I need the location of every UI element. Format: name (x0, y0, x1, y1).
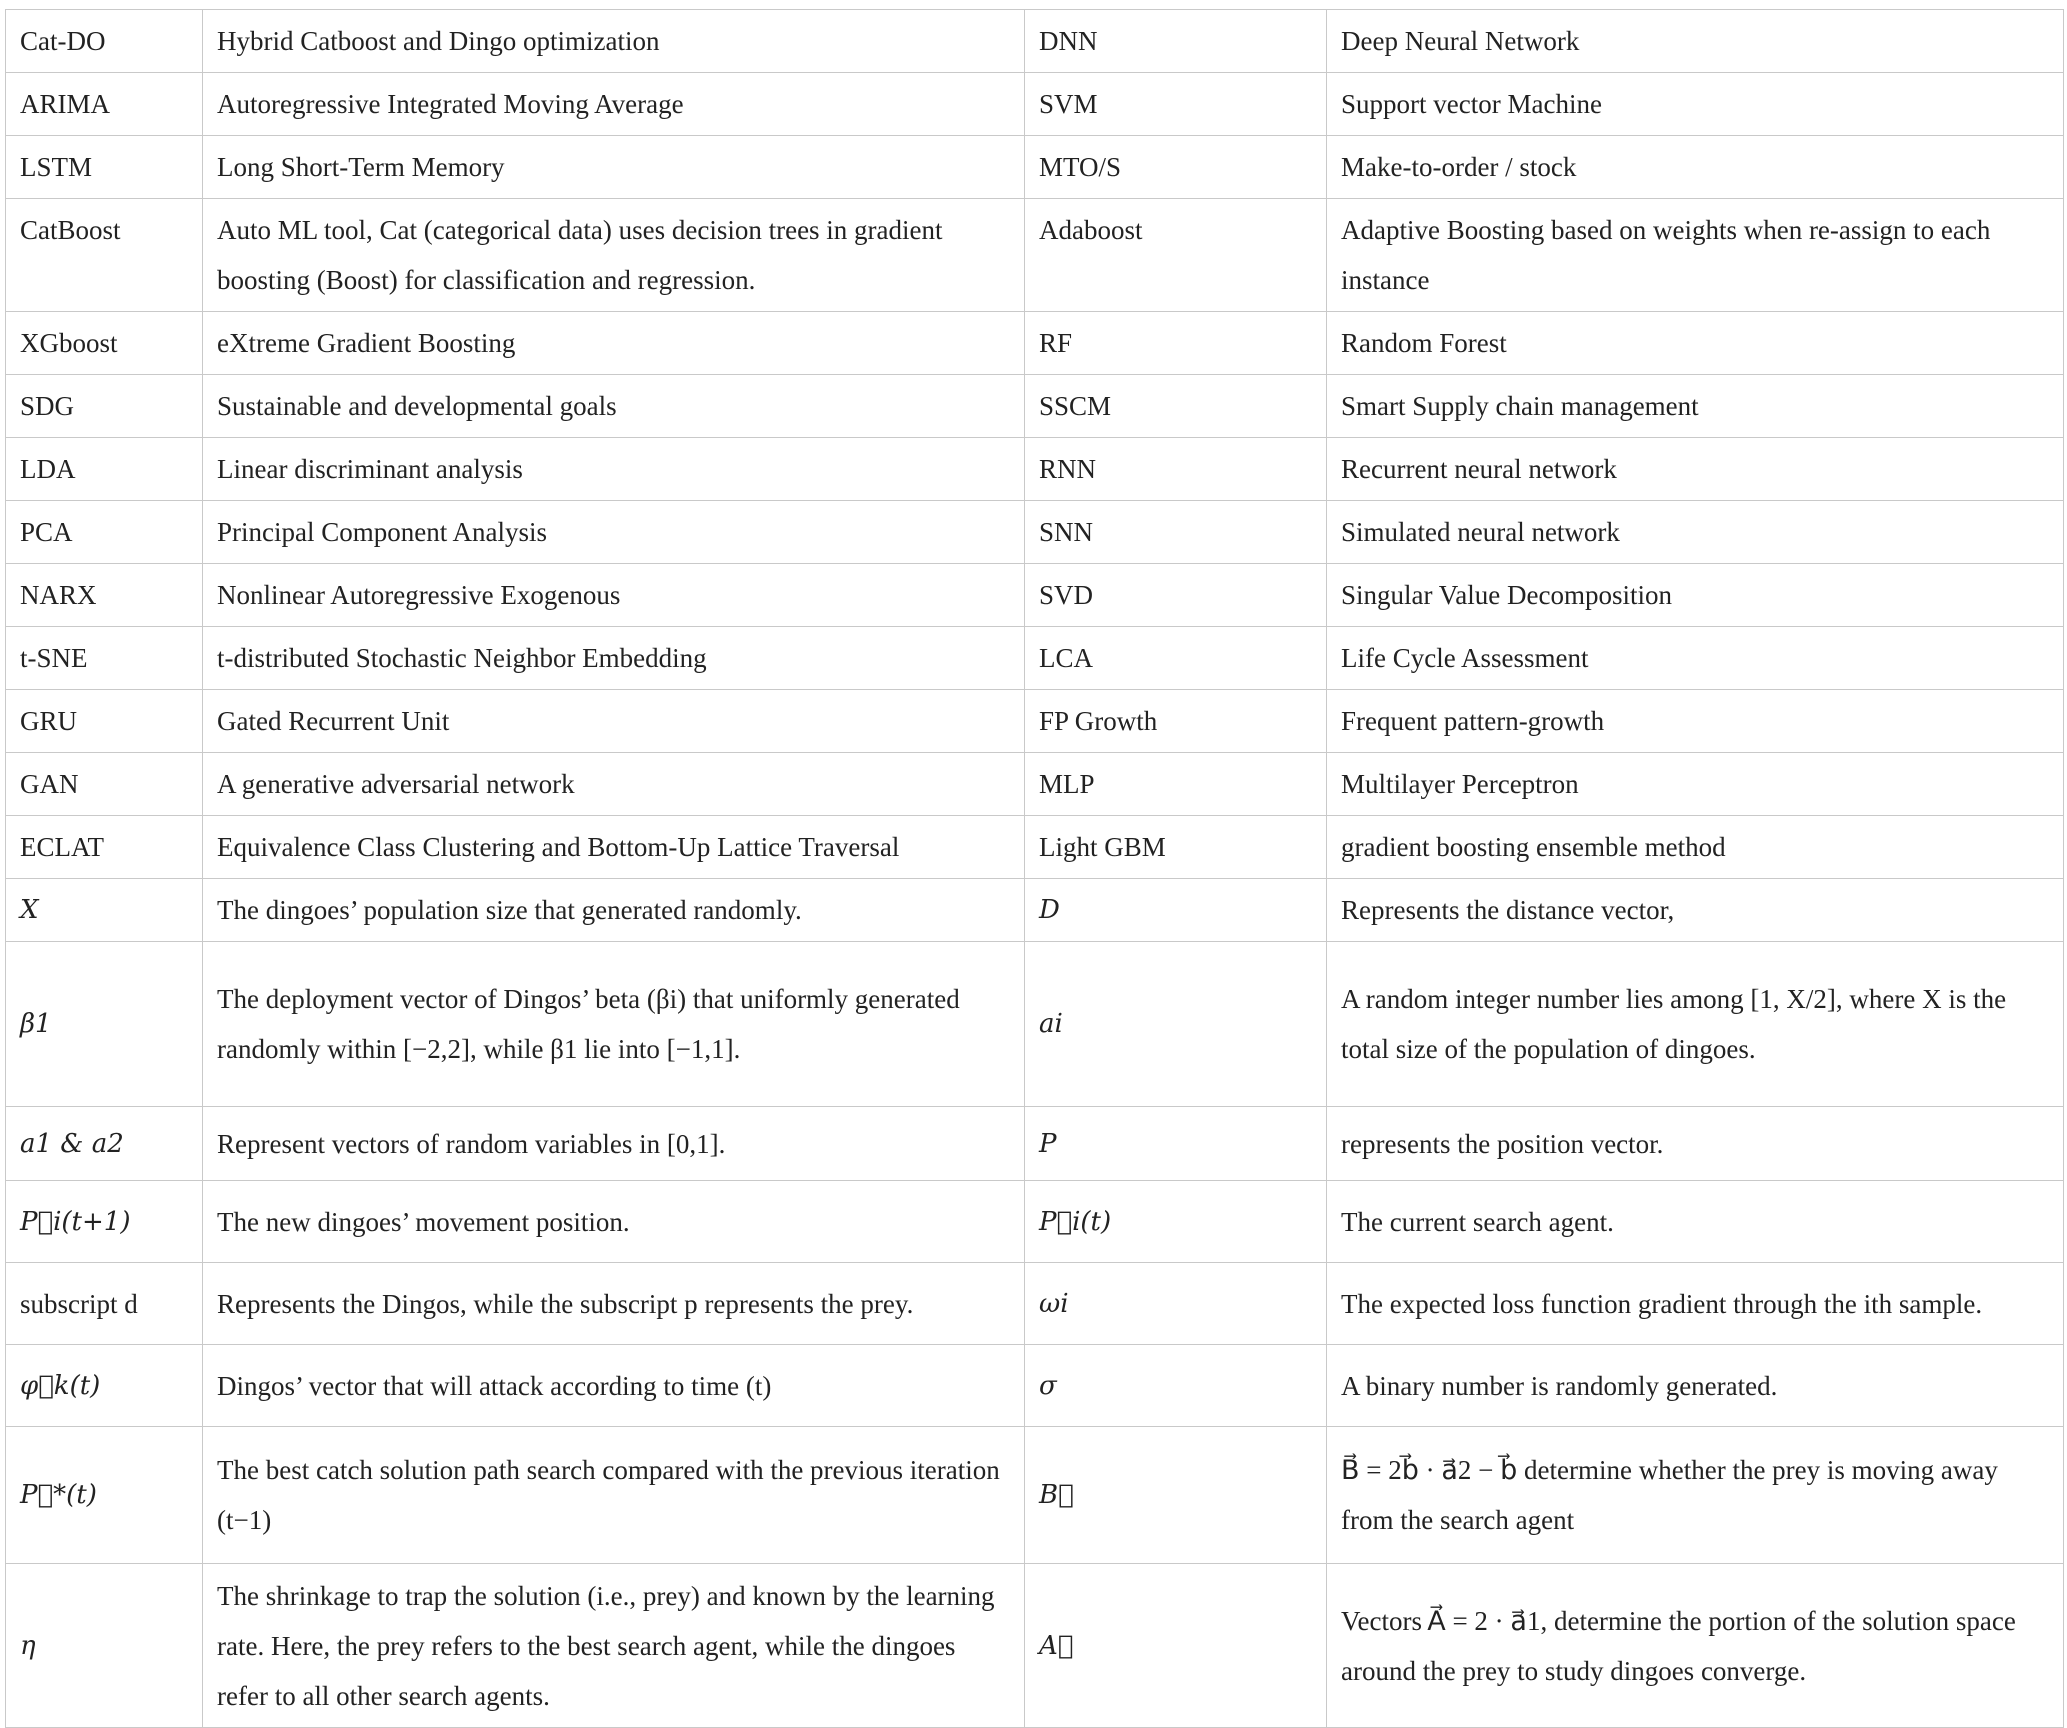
definition-cell: represents the position vector. (1327, 1107, 2064, 1181)
definition-cell: The expected loss function gradient through the ith sample. (1327, 1263, 2064, 1345)
abbr-cell: CatBoost (6, 199, 203, 312)
definition-cell: B⃗ = 2b⃗ · a⃗2 − b⃗ determine whether the prey is moving away from the search agent (1327, 1427, 2064, 1564)
definition-cell: The current search agent. (1327, 1181, 2064, 1263)
definition-cell: eXtreme Gradient Boosting (203, 312, 1025, 375)
abbr-cell: Cat-DO (6, 10, 203, 73)
table-row (6, 375, 2064, 438)
abbr-cell: SNN (1025, 501, 1327, 564)
abbr-cell: LSTM (6, 136, 203, 199)
definition-cell: t-distributed Stochastic Neighbor Embedding (203, 627, 1025, 690)
symbol-cell: X (6, 879, 203, 942)
table-row (6, 942, 2064, 1107)
table-row (6, 73, 2064, 136)
definition-cell: Life Cycle Assessment (1327, 627, 2064, 690)
table-row (6, 816, 2064, 879)
abbr-cell: PCA (6, 501, 203, 564)
abbr-cell: ARIMA (6, 73, 203, 136)
definition-cell: Long Short-Term Memory (203, 136, 1025, 199)
definition-cell: Sustainable and developmental goals (203, 375, 1025, 438)
definition-cell: Recurrent neural network (1327, 438, 2064, 501)
abbr-cell: LDA (6, 438, 203, 501)
table-row (6, 753, 2064, 816)
table-row (6, 1263, 2064, 1345)
definition-cell: Equivalence Class Clustering and Bottom-Up Lattice Traversal (203, 816, 1025, 879)
symbol-cell: subscript d (6, 1263, 203, 1345)
table-row (6, 199, 2064, 312)
abbreviations-table (5, 9, 2064, 1728)
table-row (6, 501, 2064, 564)
symbol-cell: φ⃗k(t) (6, 1345, 203, 1427)
definition-cell: Gated Recurrent Unit (203, 690, 1025, 753)
definition-cell: Hybrid Catboost and Dingo optimization (203, 10, 1025, 73)
symbol-cell: P (1025, 1107, 1327, 1181)
abbr-cell: XGboost (6, 312, 203, 375)
definition-cell: Dingos’ vector that will attack according to time (t) (203, 1345, 1025, 1427)
definition-cell: The new dingoes’ movement position. (203, 1181, 1025, 1263)
symbol-cell: P⃗i(t) (1025, 1181, 1327, 1263)
symbol-cell: a1 & a2 (6, 1107, 203, 1181)
definition-cell: Principal Component Analysis (203, 501, 1025, 564)
abbr-cell: GRU (6, 690, 203, 753)
table-row (6, 690, 2064, 753)
definition-cell: Singular Value Decomposition (1327, 564, 2064, 627)
definition-cell: Simulated neural network (1327, 501, 2064, 564)
table-row (6, 1181, 2064, 1263)
abbr-cell: t-SNE (6, 627, 203, 690)
symbol-cell: B⃗ (1025, 1427, 1327, 1564)
definition-cell: Auto ML tool, Cat (categorical data) uses decision trees in gradient boosting (Boost) for classification and regression. (203, 199, 1025, 312)
abbr-cell: ECLAT (6, 816, 203, 879)
abbr-cell: SVD (1025, 564, 1327, 627)
symbol-cell: σ (1025, 1345, 1327, 1427)
abbr-cell: Light GBM (1025, 816, 1327, 879)
symbol-cell: η (6, 1564, 203, 1728)
definition-cell: Adaptive Boosting based on weights when re-assign to each instance (1327, 199, 2064, 312)
abbr-cell: GAN (6, 753, 203, 816)
symbol-cell: ai (1025, 942, 1327, 1107)
definition-cell: Represents the Dingos, while the subscript p represents the prey. (203, 1263, 1025, 1345)
definition-cell: The best catch solution path search compared with the previous iteration (t−1) (203, 1427, 1025, 1564)
table-row (6, 627, 2064, 690)
definition-cell: The shrinkage to trap the solution (i.e., prey) and known by the learning rate. Here, the prey refers to the best search agent, while the dingoes refer to all other search agents. (203, 1564, 1025, 1728)
table-row (6, 136, 2064, 199)
definition-cell: Smart Supply chain management (1327, 375, 2064, 438)
abbr-cell: Adaboost (1025, 199, 1327, 312)
table-row (6, 1427, 2064, 1564)
definition-cell: Deep Neural Network (1327, 10, 2064, 73)
definition-cell: A binary number is randomly generated. (1327, 1345, 2064, 1427)
abbr-cell: MTO/S (1025, 136, 1327, 199)
symbol-cell: A⃗ (1025, 1564, 1327, 1728)
definition-cell: Random Forest (1327, 312, 2064, 375)
abbr-cell: LCA (1025, 627, 1327, 690)
definition-cell: gradient boosting ensemble method (1327, 816, 2064, 879)
definition-cell: Make-to-order / stock (1327, 136, 2064, 199)
symbol-cell: P⃗*(t) (6, 1427, 203, 1564)
table-row (6, 10, 2064, 73)
definition-cell: Represent vectors of random variables in [0,1]. (203, 1107, 1025, 1181)
table-row (6, 1345, 2064, 1427)
symbol-cell: β1 (6, 942, 203, 1107)
table-row (6, 1107, 2064, 1181)
abbr-cell: SDG (6, 375, 203, 438)
definition-cell: The deployment vector of Dingos’ beta (βi) that uniformly generated randomly within [−2,2], while β1 lie into [−1,1]. (203, 942, 1025, 1107)
definition-cell: Frequent pattern-growth (1327, 690, 2064, 753)
abbr-cell: SVM (1025, 73, 1327, 136)
definition-cell: Multilayer Perceptron (1327, 753, 2064, 816)
definition-cell: The dingoes’ population size that generated randomly. (203, 879, 1025, 942)
symbol-cell: P⃗i(t+1) (6, 1181, 203, 1263)
definition-cell: Support vector Machine (1327, 73, 2064, 136)
definition-cell: A generative adversarial network (203, 753, 1025, 816)
abbr-cell: FP Growth (1025, 690, 1327, 753)
abbr-cell: NARX (6, 564, 203, 627)
abbr-cell: RF (1025, 312, 1327, 375)
abbr-cell: MLP (1025, 753, 1327, 816)
table-row (6, 438, 2064, 501)
definition-cell: Nonlinear Autoregressive Exogenous (203, 564, 1025, 627)
table-row (6, 879, 2064, 942)
abbr-cell: SSCM (1025, 375, 1327, 438)
definition-cell: Linear discriminant analysis (203, 438, 1025, 501)
abbr-cell: DNN (1025, 10, 1327, 73)
definition-cell: A random integer number lies among [1, X/2], where X is the total size of the population of dingoes. (1327, 942, 2064, 1107)
definition-cell: Vectors A⃗ = 2 · a⃗1, determine the portion of the solution space around the prey to study dingoes converge. (1327, 1564, 2064, 1728)
table-row (6, 1564, 2064, 1728)
symbol-cell: ωi (1025, 1263, 1327, 1345)
abbr-cell: RNN (1025, 438, 1327, 501)
definition-cell: Represents the distance vector, (1327, 879, 2064, 942)
table-row (6, 564, 2064, 627)
symbol-cell: D (1025, 879, 1327, 942)
table-row (6, 312, 2064, 375)
definition-cell: Autoregressive Integrated Moving Average (203, 73, 1025, 136)
